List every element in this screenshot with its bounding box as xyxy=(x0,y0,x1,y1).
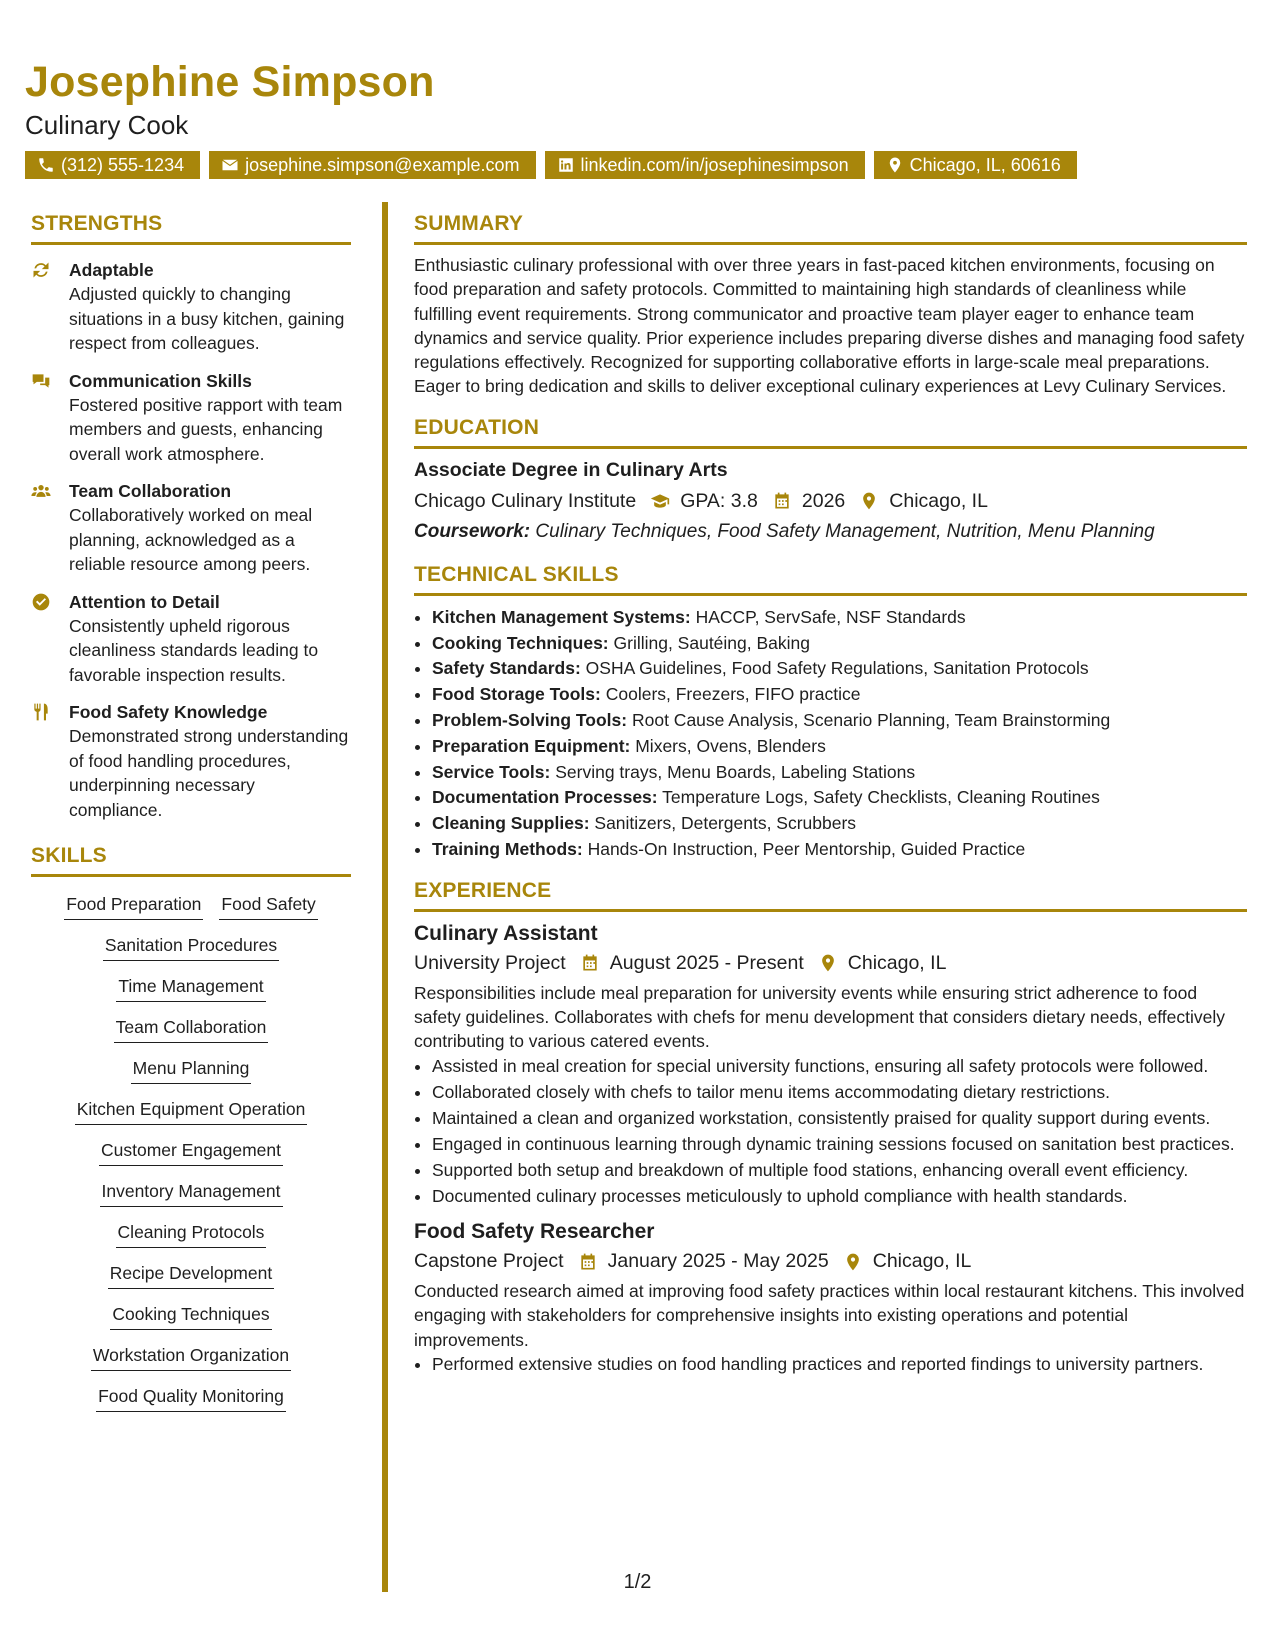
linkedin-icon xyxy=(557,156,575,174)
list-item: • Food Storage Tools: Coolers, Freezers, FIFO practice xyxy=(432,682,1247,708)
skill-tag: Workstation Organization xyxy=(91,1343,291,1371)
list-item: • Cooking Techniques: Grilling, Sautéing, Baking xyxy=(432,631,1247,657)
strengths-heading: STRENGTHS xyxy=(31,212,351,245)
contact-phone-text: (312) 555-1234 xyxy=(61,154,185,175)
job-meta xyxy=(414,952,1247,975)
skill-tag: Team Collaboration xyxy=(114,1015,269,1043)
skill-tag: Kitchen Equipment Operation xyxy=(75,1097,308,1125)
job-dates: August 2025 - Present xyxy=(609,951,804,974)
strength-desc: Demonstrated strong understanding of food handling procedures, underpinning necessary compliance. xyxy=(69,726,349,820)
list-item: • Maintained a clean and organized workstation, consistently praised for quality support during events. xyxy=(432,1107,1247,1131)
skill-tag: Time Management xyxy=(116,974,265,1002)
job-org: Capstone Project xyxy=(414,1250,564,1273)
education-gpa: GPA: 3.8 xyxy=(680,489,758,512)
contact-email-text: josephine.simpson@example.com xyxy=(245,154,520,175)
technical-skills-list xyxy=(414,605,1247,863)
contact-linkedin-text: linkedin.com/in/josephinesimpson xyxy=(580,154,849,175)
location-pin-icon xyxy=(886,156,904,174)
technical-skills-heading: TECHNICAL SKILLS xyxy=(414,563,1247,596)
refresh-icon xyxy=(31,260,51,280)
list-item: • Performed extensive studies on food handling practices and reported findings to university partners. xyxy=(432,1353,1247,1377)
strength-title: Communication Skills xyxy=(69,370,252,391)
job-description: Conducted research aimed at improving food safety practices within local restaurant kitchens. This involved engaging with stakeholders for comprehensive insights into existing operations and potential improvements. xyxy=(414,1281,1245,1350)
column-divider xyxy=(382,202,388,1592)
skill-tag: Food Safety xyxy=(219,892,317,920)
list-item: • Documented culinary processes meticulously to uphold compliance with health standards. xyxy=(432,1185,1247,1209)
job-location: Chicago, IL xyxy=(847,951,947,974)
education-location: Chicago, IL xyxy=(889,489,988,512)
skill-tag: Recipe Development xyxy=(108,1261,274,1289)
skill-tag: Cooking Techniques xyxy=(110,1302,271,1330)
list-item: • Collaborated closely with chefs to tailor menu items accommodating dietary restrictions. xyxy=(432,1081,1247,1105)
education-year: 2026 xyxy=(801,489,846,512)
list-item: • Engaged in continuous learning through dynamic training sessions focused on sanitation best practices. xyxy=(432,1133,1247,1157)
calendar-icon xyxy=(580,953,600,973)
list-item: • Supported both setup and breakdown of multiple food stations, enhancing overall event efficiency. xyxy=(432,1159,1247,1183)
phone-icon xyxy=(37,156,55,174)
list-item: • Kitchen Management Systems: HACCP, ServSafe, NSF Standards xyxy=(432,605,1247,631)
strength-item xyxy=(31,590,351,688)
list-item: • Problem-Solving Tools: Root Cause Analysis, Scenario Planning, Team Brainstorming xyxy=(432,708,1247,734)
chat-bubbles-icon xyxy=(31,371,51,391)
coursework-label: Coursework: xyxy=(414,520,531,542)
check-circle-icon xyxy=(31,592,51,612)
strength-title: Adaptable xyxy=(69,260,154,280)
list-item: • Service Tools: Serving trays, Menu Boards, Labeling Stations xyxy=(432,760,1247,786)
contact-phone[interactable] xyxy=(25,151,200,179)
job-bullets xyxy=(414,1055,1247,1209)
strength-title: Attention to Detail xyxy=(69,591,220,612)
coursework-text: Culinary Techniques, Food Safety Management, Nutrition, Menu Planning xyxy=(535,520,1155,542)
page-number: 1/2 xyxy=(623,1571,652,1593)
team-icon xyxy=(31,481,51,501)
strength-desc: Collaboratively worked on meal planning, acknowledged as a reliable resource among peers. xyxy=(69,505,313,574)
job-location: Chicago, IL xyxy=(872,1250,972,1273)
list-item: • Training Methods: Hands-On Instruction, Peer Mentorship, Guided Practice xyxy=(432,837,1247,863)
strength-desc: Adjusted quickly to changing situations in a busy kitchen, gaining respect from colleagues. xyxy=(69,284,345,353)
list-item: • Assisted in meal creation for special university functions, ensuring all safety protocols were followed. xyxy=(432,1055,1247,1079)
list-item: • Preparation Equipment: Mixers, Ovens, Blenders xyxy=(432,734,1247,760)
strength-title: Team Collaboration xyxy=(69,481,232,501)
strength-item xyxy=(31,479,351,577)
job-bullets xyxy=(414,1353,1247,1377)
job-title: Culinary Assistant xyxy=(414,921,598,945)
education-school: Chicago Culinary Institute xyxy=(414,489,637,512)
list-item: • Cleaning Supplies: Sanitizers, Detergents, Scrubbers xyxy=(432,811,1247,837)
contact-location-text: Chicago, IL, 60616 xyxy=(909,154,1061,175)
location-pin-icon xyxy=(818,953,838,973)
utensils-icon xyxy=(31,702,51,722)
strength-desc: Fostered positive rapport with team members and guests, enhancing overall work atmosphere. xyxy=(69,394,343,464)
contact-location xyxy=(874,151,1077,179)
contact-linkedin[interactable] xyxy=(545,151,865,179)
location-pin-icon xyxy=(843,1252,863,1272)
education-degree: Associate Degree in Culinary Arts xyxy=(414,458,728,481)
skill-tag: Sanitation Procedures xyxy=(103,933,279,961)
left-column xyxy=(31,212,351,1412)
job-meta xyxy=(414,1250,1247,1273)
calendar-icon xyxy=(772,491,792,511)
strength-desc: Consistently upheld rigorous cleanliness standards leading to favorable inspection results. xyxy=(69,615,319,685)
job-dates: January 2025 - May 2025 xyxy=(607,1250,829,1273)
skills-list xyxy=(31,892,351,1412)
education-coursework xyxy=(414,521,1247,543)
right-column xyxy=(414,212,1247,1379)
skill-tag: Menu Planning xyxy=(131,1056,252,1084)
job-title: Food Safety Researcher xyxy=(414,1220,655,1244)
graduation-cap-icon xyxy=(650,491,670,511)
skill-tag: Food Preparation xyxy=(64,892,203,920)
skills-heading: SKILLS xyxy=(31,844,351,877)
skill-tag: Inventory Management xyxy=(100,1179,283,1207)
education-heading: EDUCATION xyxy=(414,416,1247,449)
summary-heading: SUMMARY xyxy=(414,212,1247,245)
list-item: • Safety Standards: OSHA Guidelines, Food Safety Regulations, Sanitation Protocols xyxy=(432,656,1247,682)
job-org: University Project xyxy=(414,951,566,974)
strength-item xyxy=(31,700,351,822)
calendar-icon xyxy=(578,1252,598,1272)
envelope-icon xyxy=(221,156,239,174)
location-pin-icon xyxy=(859,491,879,511)
education-meta xyxy=(414,490,1247,513)
contact-bar xyxy=(25,151,1077,179)
skill-tag: Food Quality Monitoring xyxy=(96,1384,286,1412)
summary-text: Enthusiastic culinary professional with over three years in fast-paced kitchen environments, focusing on food preparation and safety protocols. Committed to maintaining high standards of cleanliness while fulfilling event requirements. Strong communicator and proactive team player eager to enhance team dynamics and service quality. Prior experience includes preparing diverse dishes and managing food safety regulations effectively. Recognized for supporting collaborative efforts in large-scale meal preparations. Eager to bring dedication and skills to deliver exceptional culinary experiences at Levy Culinary Services. xyxy=(414,255,1245,397)
experience-heading: EXPERIENCE xyxy=(414,879,1247,912)
job-description: Responsibilities include meal preparation for university events while ensuring strict adherence to food safety guidelines. Collaborates with chefs for menu development that considers dietary needs, effectively contributing to various catered events. xyxy=(414,982,1225,1052)
strength-item xyxy=(31,258,351,356)
skill-tag: Cleaning Protocols xyxy=(116,1220,267,1248)
list-item: • Documentation Processes: Temperature Logs, Safety Checklists, Cleaning Routines xyxy=(432,785,1247,811)
contact-email[interactable] xyxy=(209,151,535,179)
skill-tag: Customer Engagement xyxy=(99,1138,283,1166)
strength-item xyxy=(31,369,351,467)
job-role: Culinary Cook xyxy=(25,110,189,140)
candidate-name: Josephine Simpson xyxy=(25,58,435,106)
strength-title: Food Safety Knowledge xyxy=(69,702,268,722)
